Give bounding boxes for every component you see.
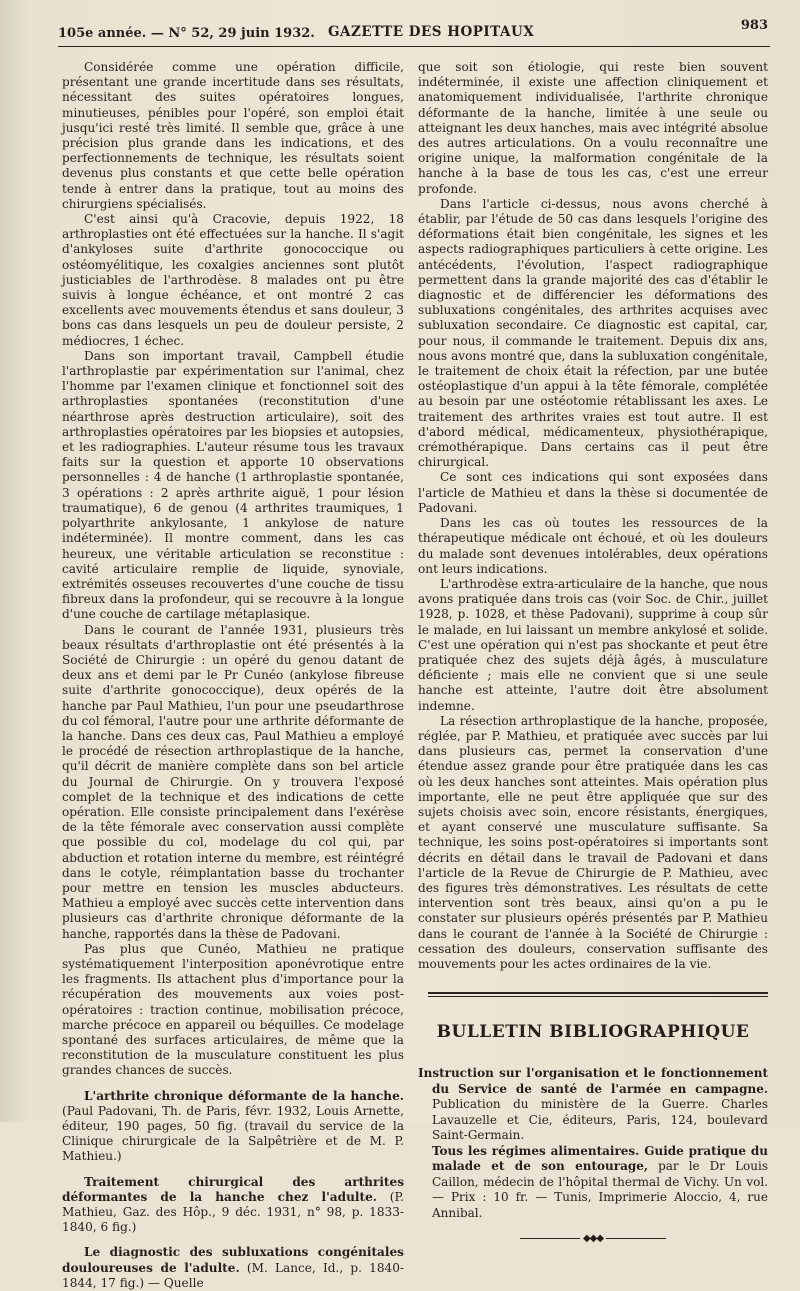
paragraph: Dans son important travail, Campbell étudie l'arthroplastie par expérimentation sur l'animal, chez l'homme par l'examen clinique et fonctionnel soit des arthroplasties spontanées (reconstitution d'une néarthrose après destruction articulaire), soit des arthroplasties opératoires par les biopsies et autopsies, et les radiographies. L'auteur résume tous les travaux faits sur la question et apporte 10 observations personnelles : 4 de hanche (1 arthroplastie spontanée, 3 opérations : 2 après arthrite aiguë, 1 pour lésion traumatique), 6 de genou (4 arthrites traumiques, 1 polyarthrite ankylosante, 1 ankylose de nature indéterminée). Il montre comment, dans les cas heureux, une véritable articulation se reconstitue : cavité articulaire remplie de liquide, synoviale, extrémités osseuses recouvertes d'une couche de tissu fibreux dans la profondeur, qui se recouvre à la longue d'une couche de cartilage métaplasique.: [62, 348, 404, 622]
bibliography-title: Tous les régimes alimentaires. Guide pratique du malade et de son entourage,: [432, 1143, 768, 1174]
section-divider: [428, 992, 768, 997]
page-header: [58, 14, 768, 44]
page-number: 983: [740, 18, 768, 33]
left-column: [62, 60, 404, 1291]
paragraph: que soit son étiologie, qui reste bien souvent indéterminée, il existe une affection cliniquement et anatomiquement individualisée, l'arthrite chronique déformante de la hanche, limitée à une seule ou atteignant les deux hanches, mais avec intégrité absolue des autres articulations. On a voulu reconnaître une origine unique, la malformation congénitale de la hanche à la base de tous les cas, c'est une erreur profonde.: [418, 60, 768, 196]
issue-info: 105e année. — N° 52, 29 juin 1932.: [58, 26, 315, 41]
paragraph: Pas plus que Cunéo, Mathieu ne pratique systématiquement l'interposition aponévrotique entre les fragments. Ils attachent plus d'importance pour la récupération des mouvements aux voies post-opératoires : traction continue, mobilisation précoce, marche précoce en appareil ou béquilles. Ce modelage spontané des surfaces articulaires, de même que la reconstitution de la musculature constituent les plus grandes chances de succès.: [62, 941, 404, 1078]
bibliography-details: par le Dr Louis Caillon, médecin de l'hôpital thermal de Vichy. Un vol. — Prix : 10 fr. — Tunis, Imprimerie Aloccio, 4, rue Annibal.: [432, 1159, 768, 1220]
reference-entry: [62, 1089, 404, 1165]
bibliography-entry: [418, 1066, 768, 1144]
reference-entry: [62, 1245, 404, 1291]
header-rule: [58, 46, 770, 47]
right-column: [418, 60, 768, 1247]
paragraph: L'arthrodèse extra-articulaire de la hanche, que nous avons pratiquée dans trois cas (voir Soc. de Chir., juillet 1928, p. 1028, et thèse Padovani), supprime à coup sûr le malade, en lui laissant un membre ankylosé et solide. C'est une opération qui n'est pas shockante et peut être pratiquée chez des sujets déjà âgés, à musculature déficiente ; mais elle ne convient que si une seule hanche est atteinte, l'autre doit être absolument indemne.: [418, 576, 768, 713]
reference-title: Le diagnostic des subluxations congénitales douloureuses de l'adulte.: [62, 1245, 404, 1275]
journal-title: GAZETTE DES HOPITAUX: [328, 24, 535, 40]
paragraph: Considérée comme une opération difficile, présentant une grande incertitude dans ses résultats, nécessitant des suites opératoires longues, minutieuses, pénibles pour l'opéré, son emploi était jusqu'ici resté très limité. Il semble que, grâce à une précision plus grande dans les indications, et des perfectionnements de technique, les résultats soient devenus plus constants et que cette belle opération tende à entrer dans la pratique, tout au moins des chirurgiens spécialisés.: [62, 60, 404, 211]
reference-details: (M. Lance, Id., p. 1840-1844, 17 fig.) — Quelle: [62, 1260, 404, 1290]
bibliography-details: Publication du ministère de la Guerre. Charles Lavauzelle et Cie, éditeurs, Paris, 124, boulevard Saint-Germain.: [432, 1097, 768, 1143]
bulletin-heading: BULLETIN BIBLIOGRAPHIQUE: [436, 1022, 750, 1043]
end-ornament: ◆◆◆: [518, 1231, 668, 1246]
reference-details: (Paul Padovani, Th. de Paris, févr. 1932, Louis Arnette, éditeur, 190 pages, 50 fig. (travail du service de la Clinique chirurgicale de la Salpêtrière et de M. P. Mathieu.): [62, 1103, 404, 1164]
paragraph: C'est ainsi qu'à Cracovie, depuis 1922, 18 arthroplasties ont été effectuées sur la hanche. Il s'agit d'ankyloses suite d'arthrite gonococcique ou ostéomyélitique, les coxalgies anciennes sont plutôt justiciables de l'arthrodèse. 8 malades ont pu être suivis à longue échéance, et ont montré 2 cas excellents avec mouvements étendus et sans douleur, 3 bons cas dans lesquels un peu de douleur persiste, 2 médiocres, 1 échec.: [62, 212, 404, 348]
reference-details: (P. Mathieu, Gaz. des Hôp., 9 déc. 1931, n° 98, p. 1833-1840, 6 fig.): [62, 1189, 404, 1235]
paragraph: Ce sont ces indications qui sont exposées dans l'article de Mathieu et dans la thèse si documentée de Padovani.: [418, 470, 768, 515]
reference-title: L'arthrite chronique déformante de la hanche.: [84, 1088, 404, 1103]
paragraph: Dans l'article ci-dessus, nous avons cherché à établir, par l'étude de 50 cas dans lesquels l'origine des déformations était bien congénitale, les signes et les aspects radiographiques particuliers à cette origine. Les antécédents, l'évolution, l'aspect radiographique permettent dans la grande majorité des cas d'établir le diagnostic et de différencier les déformations des subluxations congénitales, des arthrites acquises avec subluxation secondaire. Ce diagnostic est capital, car, pour nous, il commande le traitement. Depuis dix ans, nous avons montré que, dans la subluxation congénitale, le traitement de choix était la réfection, par une butée ostéoplastique d'un appui à la tête fémorale, complétée au besoin par une ostéotomie rétablissant les axes. Le traitement des arthrites vraies est tout autre. Il est d'abord médical, médicamenteux, physiothérapique, crémothérapique. Dans certains cas il peut être chirurgical.: [418, 196, 768, 470]
paragraph: Dans le courant de l'année 1931, plusieurs très beaux résultats d'arthroplastie ont été présentés à la Société de Chirurgie : un opéré du genou datant de deux ans et demi par le Pr Cunéo (ankylose fibreuse suite d'arthrite gonococcique), deux opérés de la hanche par Paul Mathieu, l'un pour une pseudarthrose du col fémoral, l'autre pour une arthrite déformante de la hanche. Dans ces deux cas, Paul Mathieu a employé le procédé de résection arthroplastique de la hanche, qu'il décrit de manière complète dans son bel article du Journal de Chirurgie. On y trouvera l'exposé complet de la technique et des indications de cette opération. Elle consiste principalement dans l'exérèse de la tête fémorale avec conservation aussi complète que possible du col, modelage du col qui, par abduction et rotation interne du membre, est réintégré dans le cotyle, réimplantation basse du trochanter pour mettre en tension les muscles abducteurs. Mathieu a employé avec succès cette intervention dans plusieurs cas d'arthrite chronique déformante de la hanche, rapportés dans la thèse de Padovani.: [62, 622, 404, 941]
reference-title: Traitement chirurgical des arthrites déformantes de la hanche chez l'adulte.: [62, 1174, 404, 1204]
paragraph: Dans les cas où toutes les ressources de la thérapeutique médicale ont échoué, et où les douleurs du malade sont devenues intolérables, deux opérations ont leurs indications.: [418, 516, 768, 576]
bibliography-entry: [418, 1144, 768, 1222]
reference-entry: [62, 1175, 404, 1236]
bibliography-title: Instruction sur l'organisation et le fonctionnement du Service de santé de l'armée en campagne.: [418, 1066, 768, 1096]
paragraph: La résection arthroplastique de la hanche, proposée, réglée, par P. Mathieu, et pratiquée avec succès par lui dans plusieurs cas, permet la conservation d'une étendue assez grande pour être pratiquée dans les cas où les deux hanches sont atteintes. Mais opération plus importante, elle ne peut être appliquée que sur des sujets choisis avec soin, encore résistants, énergiques, et ayant conservé une musculature suffisante. Sa technique, les soins post-opératoires si importants sont décrits en détail dans le travail de Padovani et dans l'article de la Revue de Chirurgie de P. Mathieu, avec des figures très démonstratives. Les résultats de cette intervention sont très beaux, ainsi qu'on a pu le constater sur plusieurs opérés présentés par P. Mathieu dans le courant de l'année à la Société de Chirurgie : cessation des douleurs, conservation suffisante des mouvements pour les actes ordinaires de la vie.: [418, 713, 768, 971]
